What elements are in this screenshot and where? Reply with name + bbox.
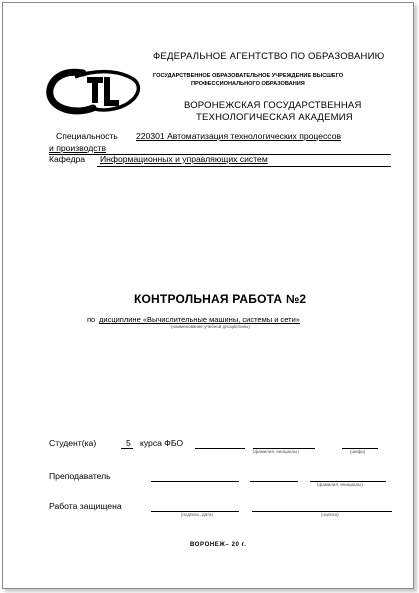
academy-name-line2: ТЕХНОЛОГИЧЕСКАЯ АКАДЕМИЯ <box>196 112 353 123</box>
agency-name: ФЕДЕРАЛЬНОЕ АГЕНТСТВО ПО ОБРАЗОВАНИЮ <box>153 51 385 62</box>
institution-line2: ПРОФЕССИОНАЛЬНОГО ОБРАЗОВАНИЯ <box>191 81 305 87</box>
department-value: Информационных и управляющих систем <box>100 154 268 164</box>
defense-date-caption: (подпись, дата) <box>181 512 214 517</box>
document-title: КОНТРОЛЬНАЯ РАБОТА №2 <box>134 292 307 306</box>
title-page <box>2 2 414 589</box>
academy-name-line1: ВОРОНЕЖСКАЯ ГОСУДАРСТВЕННАЯ <box>184 100 362 111</box>
teacher-signature-line <box>151 481 239 482</box>
vgta-logo-icon <box>45 63 143 119</box>
student-name-caption: (фамилия, инициалы) <box>253 449 299 454</box>
discipline-prefix: по <box>87 315 96 324</box>
city-year: ВОРОНЕЖ– 20 г. <box>190 542 247 548</box>
teacher-name-caption: (фамилия, инициалы) <box>317 482 363 487</box>
student-signature-line <box>195 448 245 449</box>
discipline-value: дисциплине «Вычислительные машины, системы и сети» <box>99 315 300 324</box>
specialty-label: Специальность <box>56 131 118 141</box>
teacher-label: Преподаватель <box>49 471 111 481</box>
department-label: Кафедра <box>49 154 86 164</box>
course-number: 5 <box>126 438 131 448</box>
institution-line1: ГОСУДАРСТВЕННОЕ ОБРАЗОВАТЕЛЬНОЕ УЧРЕЖДЕНИЕ ВЫСШЕГО <box>153 73 344 79</box>
specialty-value: 220301 Автоматизация технологических процессов <box>136 131 342 141</box>
course-text: курса ФБО <box>140 438 184 448</box>
student-code-caption: (шифр) <box>350 449 366 454</box>
teacher-date-line <box>250 481 298 482</box>
discipline-caption: (наименование учебной дисциплины) <box>171 324 250 329</box>
specialty-value-continued: и производств <box>49 143 107 153</box>
department-underline <box>97 166 391 167</box>
course-number-underline <box>121 448 133 449</box>
defense-grade-caption: (оценка) <box>321 512 339 517</box>
defense-label: Работа защищена <box>49 501 122 511</box>
student-label: Студент(ка) <box>49 438 97 448</box>
